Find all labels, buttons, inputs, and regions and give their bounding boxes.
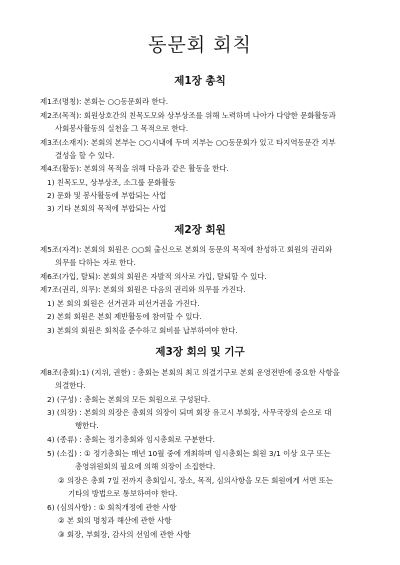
list-item: 4) (종류) : 총회는 정기총회와 임시총회로 구분한다. bbox=[47, 435, 215, 444]
list-item: 1) 친목도모, 상부상조, 소그룹 문화활동 bbox=[47, 178, 176, 187]
article-line: 제5조(자격): 본회의 회원은 ○○회 출신으로 본회의 동문의 목적에 찬성하고 회원의 권리와 bbox=[40, 245, 333, 254]
list-item: 5) (소집) : ① 정기총회는 매년 10월 중에 개최하며 임시총회는 회원 3/1 이상 요구 또는 bbox=[47, 449, 331, 458]
article-line: 제8조(총회):1) (지위, 권한) : 총회는 본회의 최고 의결기구로 본회 운영전반에 중요한 사항을 bbox=[40, 368, 340, 377]
chapter-heading: 제2장 회원 bbox=[174, 224, 226, 236]
list-item: 행한다. bbox=[75, 421, 99, 430]
article-line: 제7조(권리, 의무): 본회의 회원은 다음의 권리와 의무를 가진다. bbox=[40, 285, 246, 294]
article-line: 제4조(활동): 본회의 목적을 위해 다음과 같은 활동을 한다. bbox=[40, 164, 229, 173]
article-line: 결성을 할 수 있다. bbox=[55, 151, 115, 160]
chapter-heading: 제1장 총칙 bbox=[174, 75, 226, 87]
list-item: 3) (의장) : 본회의 의장은 총회의 의장이 되며 회장 유고시 부회장, 사무국장의 순으로 대 bbox=[47, 408, 332, 417]
list-item: 3) 본회의 회원은 회칙을 준수하고 회비를 납부하여야 한다. bbox=[47, 326, 238, 335]
article-line: 제1조(명칭): 본회는 ○○동문회라 한다. bbox=[40, 97, 169, 106]
list-item: ② 본 회의 명칭과 해산에 관한 사항 bbox=[58, 516, 172, 525]
list-item: 2) 본회 회원은 본회 제반활동에 참여할 수 있다. bbox=[47, 312, 202, 321]
article-line: 사회봉사활동의 실천을 그 목적으로 한다. bbox=[55, 124, 189, 133]
list-item: 기타의 방법으로 통보하여야 한다. bbox=[68, 489, 178, 498]
list-item: 총영위원회의 필요에 의해 의장이 소집한다. bbox=[75, 462, 216, 471]
list-item: 3) 기타 본회의 목적에 부합되는 사업 bbox=[47, 204, 167, 213]
article-line: 제3조(소재지): 본회의 본부는 ○○시내에 두며 지부는 ○○동문회가 있고 타지역동문간 지부 bbox=[40, 138, 336, 147]
document-title: 동문회 회칙 bbox=[148, 34, 252, 56]
article-line: 의무를 다하는 자로 한다. bbox=[55, 258, 136, 267]
article-line: 의결한다. bbox=[55, 381, 86, 390]
list-item: 2) 문화 및 봉사활동에 부합되는 사업 bbox=[47, 191, 167, 200]
list-item: 6) (심의사항) : ① 회칙개정에 관한 사항 bbox=[47, 503, 177, 512]
chapter-heading: 제3장 회의 및 기구 bbox=[155, 346, 245, 358]
list-item: ③ 회장, 부회장, 감사의 선임에 관한 사항 bbox=[58, 530, 191, 539]
list-item: 1) 본 회의 회원은 선거권과 피선거권을 가진다. bbox=[47, 299, 200, 308]
list-item: ② 의장은 총회 7일 전까지 총회일시, 장소, 목적, 심의사항을 모든 회원에게 서면 또는 bbox=[58, 476, 334, 485]
article-line: 제2조(목적): 회원상호간의 친목도모와 상부상조를 위해 노력하며 나아가 다양한 문화활동과 bbox=[40, 111, 336, 120]
list-item: 2) (구성) : 총회는 본회의 모든 회원으로 구성된다. bbox=[47, 395, 211, 404]
article-line: 제6조(가입, 탈퇴): 본회의 회원은 자발적 의사로 가입, 탈퇴할 수 있다. bbox=[40, 272, 267, 281]
